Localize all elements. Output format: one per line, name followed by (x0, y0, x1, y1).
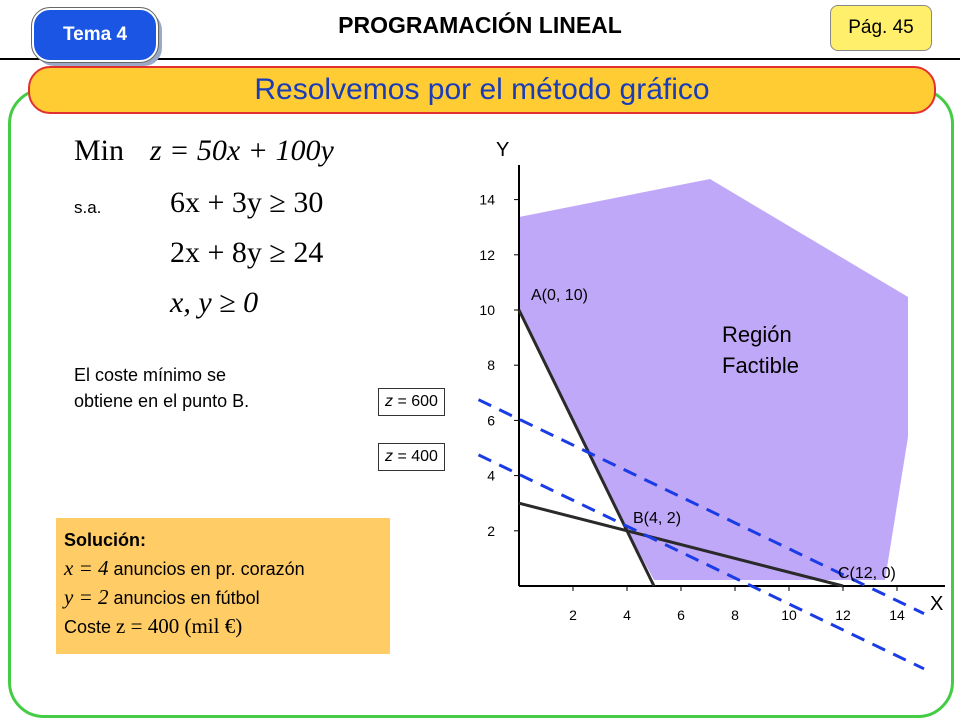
x-tick-label: 6 (677, 607, 685, 623)
x-tick-label: 12 (835, 607, 851, 623)
solution-y-text: anuncios en fútbol (108, 588, 260, 608)
x-tick-label: 8 (731, 607, 739, 623)
y-tick-label: 10 (479, 302, 495, 318)
page-number-badge: Pág. 45 (830, 5, 932, 51)
x-tick-label: 4 (623, 607, 631, 623)
note-line-1: El coste mínimo se (74, 365, 227, 385)
feasible-region (519, 179, 908, 580)
x-axis-label: X (930, 593, 944, 615)
objective-line-label-2: z = 400 (378, 443, 445, 471)
solution-x-text: anuncios en pr. corazón (108, 559, 305, 579)
vertex-label: A(0, 10) (531, 287, 588, 304)
slide-title: Resolvemos por el método gráfico (254, 73, 710, 106)
x-tick-label: 10 (781, 607, 797, 623)
subject-to-label: s.a. (74, 198, 102, 217)
vertex-label: C(12, 0) (838, 565, 896, 582)
y-tick-label: 14 (479, 191, 495, 208)
region-label-line-1: Región (722, 322, 792, 347)
objective-function: z = 50x + 100y (150, 134, 334, 167)
constraint-3: x, y ≥ 0 (170, 286, 259, 319)
solution-x-expr: x = 4 (64, 556, 109, 580)
vertex-label: B(4, 2) (633, 509, 682, 527)
y-axis-label: Y (496, 139, 510, 161)
objective-line-label-1: z = 600 (378, 388, 445, 416)
page-header-title: PROGRAMACIÓN LINEAL (338, 12, 622, 38)
constraint-2: 2x + 8y ≥ 24 (170, 236, 324, 269)
constraint-1: 6x + 3y ≥ 30 (170, 186, 324, 219)
y-tick-label: 8 (487, 357, 495, 374)
x-tick-label: 14 (889, 607, 905, 623)
y-tick-label: 6 (487, 412, 495, 429)
solution-cost-expr: z = 400 (mil €) (116, 614, 243, 638)
solution-y-expr: y = 2 (64, 585, 109, 609)
tema-badge: Tema 4 (32, 8, 158, 62)
y-tick-label: 4 (487, 467, 495, 484)
note-line-2: obtiene en el punto B. (74, 391, 250, 411)
region-label-line-2: Factible (722, 353, 800, 378)
y-tick-label: 2 (487, 522, 495, 539)
solution-cost-label: Coste (64, 617, 117, 637)
x-tick-label: 2 (569, 607, 577, 623)
y-tick-label: 12 (479, 246, 495, 263)
solution-heading: Solución: (64, 530, 146, 550)
objective-label: Min (74, 134, 125, 167)
